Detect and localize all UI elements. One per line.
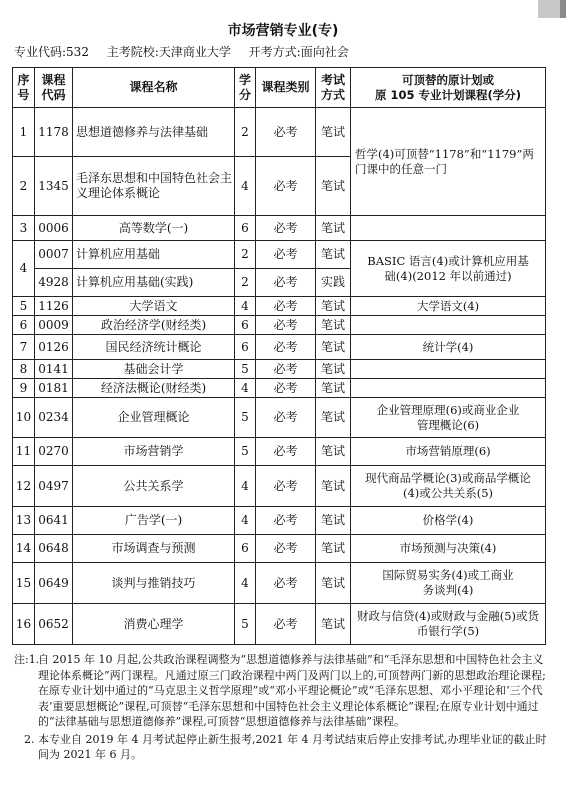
row-code: 4928 bbox=[35, 269, 73, 297]
row-name: 计算机应用基础 bbox=[73, 241, 235, 269]
row-code: 0009 bbox=[35, 316, 73, 335]
row-code: 0649 bbox=[35, 563, 73, 604]
row-code: 0234 bbox=[35, 398, 73, 438]
row-name: 市场营销学 bbox=[73, 438, 235, 466]
row-type: 必考 bbox=[256, 466, 316, 507]
page-title: 市场营销专业(专) bbox=[227, 23, 339, 39]
row-type: 必考 bbox=[256, 507, 316, 535]
course-table bbox=[12, 67, 546, 645]
table-row bbox=[13, 241, 546, 269]
program-code: 专业代码:532 bbox=[14, 45, 89, 59]
row-seq: 12 bbox=[13, 466, 35, 507]
row-exam: 笔试 bbox=[316, 297, 351, 316]
row-type: 必考 bbox=[256, 269, 316, 297]
row-name: 谈判与推销技巧 bbox=[73, 563, 235, 604]
header-code: 课程代码 bbox=[35, 68, 73, 108]
table-row bbox=[13, 438, 546, 466]
row-alt bbox=[351, 379, 546, 398]
row-name: 高等数学(一) bbox=[73, 216, 235, 241]
row-alt: 市场营销原理(6) bbox=[351, 438, 546, 466]
row-exam: 笔试 bbox=[316, 108, 351, 157]
row-credit: 2 bbox=[235, 269, 256, 297]
row-type: 必考 bbox=[256, 241, 316, 269]
row-alt: 现代商品学概论(3)或商品学概论(4)或公共关系(5) bbox=[351, 466, 546, 507]
table-row bbox=[13, 563, 546, 604]
row-type: 必考 bbox=[256, 316, 316, 335]
footnote-prefix: 注: bbox=[14, 653, 29, 666]
table-row bbox=[13, 466, 546, 507]
row-type: 必考 bbox=[256, 604, 316, 645]
footnotes bbox=[14, 652, 550, 763]
row-code: 0270 bbox=[35, 438, 73, 466]
footnote-1-number bbox=[14, 652, 39, 668]
row-seq: 9 bbox=[13, 379, 35, 398]
row-credit: 4 bbox=[235, 379, 256, 398]
row-type: 必考 bbox=[256, 398, 316, 438]
row-exam: 笔试 bbox=[316, 360, 351, 379]
row-code: 0007 bbox=[35, 241, 73, 269]
row-name: 基础会计学 bbox=[73, 360, 235, 379]
row-exam: 笔试 bbox=[316, 398, 351, 438]
header-type: 课程类别 bbox=[256, 68, 316, 108]
row-alt: 统计学(4) bbox=[351, 335, 546, 360]
row-alt: 市场预测与决策(4) bbox=[351, 535, 546, 563]
row-code: 0126 bbox=[35, 335, 73, 360]
row-seq: 16 bbox=[13, 604, 35, 645]
row-name: 广告学(一) bbox=[73, 507, 235, 535]
row-code: 0497 bbox=[35, 466, 73, 507]
exam-mode: 开考方式:面向社会 bbox=[248, 45, 349, 59]
table-row bbox=[13, 507, 546, 535]
row-code: 0181 bbox=[35, 379, 73, 398]
header-name: 课程名称 bbox=[73, 68, 235, 108]
row-code: 0652 bbox=[35, 604, 73, 645]
header-alt bbox=[351, 68, 546, 108]
row-type: 必考 bbox=[256, 438, 316, 466]
row-code: 0648 bbox=[35, 535, 73, 563]
row-credit: 4 bbox=[235, 507, 256, 535]
table-row bbox=[13, 216, 546, 241]
table-header-row bbox=[13, 68, 546, 108]
row-type: 必考 bbox=[256, 335, 316, 360]
footnote-1-text: 自 2015 年 10 月起,公共政治课程调整为“思想道德修养与法律基础”和“毛泽东思想和中国特色社会主义理论体系概论”两门课程。凡通过原三门政治课程中两门及两门以上的,可顶替两门新的思想政治理论课程;在原专业计划中通过的“马克思主义哲学原理”或“邓小平理论概论”或“毛泽东思想、邓小平理论和‘三个代表’重要思想概论”课程,可顶替“毛泽东思想和中国特色社会主义理论体系概论”课程;在原专业计划中通过的“法律基础与思想道德修养”课程,可顶替“思想道德修养与法律基础”课程。 bbox=[38, 653, 546, 728]
header-alt-line2: 原 105 专业计划课程(学分) bbox=[374, 87, 522, 102]
row-type: 必考 bbox=[256, 379, 316, 398]
table-row bbox=[13, 360, 546, 379]
program-meta bbox=[14, 43, 554, 60]
row-seq: 1 bbox=[13, 108, 35, 157]
row-credit: 2 bbox=[235, 241, 256, 269]
row-type: 必考 bbox=[256, 563, 316, 604]
row-seq: 13 bbox=[13, 507, 35, 535]
table-row bbox=[13, 316, 546, 335]
row-exam: 实践 bbox=[316, 269, 351, 297]
row-seq: 11 bbox=[13, 438, 35, 466]
row-credit: 5 bbox=[235, 398, 256, 438]
row-seq: 2 bbox=[13, 157, 35, 216]
table-row bbox=[13, 297, 546, 316]
header-alt-line1: 可顶替的原计划或 bbox=[402, 72, 494, 87]
row-code: 1126 bbox=[35, 297, 73, 316]
row-credit: 6 bbox=[235, 335, 256, 360]
header-credit: 学分 bbox=[235, 68, 256, 108]
table-row bbox=[13, 379, 546, 398]
row-credit: 6 bbox=[235, 535, 256, 563]
row-name: 思想道德修养与法律基础 bbox=[73, 108, 235, 157]
row-name: 国民经济统计概论 bbox=[73, 335, 235, 360]
row-code: 1178 bbox=[35, 108, 73, 157]
row-seq: 15 bbox=[13, 563, 35, 604]
table-row bbox=[13, 398, 546, 438]
table-row bbox=[13, 335, 546, 360]
row-alt: 价格学(4) bbox=[351, 507, 546, 535]
row-name: 大学语文 bbox=[73, 297, 235, 316]
table-row bbox=[13, 535, 546, 563]
row-credit: 5 bbox=[235, 604, 256, 645]
row-credit: 6 bbox=[235, 216, 256, 241]
row-code: 0141 bbox=[35, 360, 73, 379]
row-code: 0641 bbox=[35, 507, 73, 535]
row-type: 必考 bbox=[256, 108, 316, 157]
row-exam: 笔试 bbox=[316, 535, 351, 563]
row-credit: 2 bbox=[235, 108, 256, 157]
row-seq: 6 bbox=[13, 316, 35, 335]
row-exam: 笔试 bbox=[316, 438, 351, 466]
row-exam: 笔试 bbox=[316, 216, 351, 241]
footnote-2 bbox=[14, 732, 550, 763]
row-name: 消费心理学 bbox=[73, 604, 235, 645]
row-name: 企业管理概论 bbox=[73, 398, 235, 438]
row-code: 0006 bbox=[35, 216, 73, 241]
row-exam: 笔试 bbox=[316, 241, 351, 269]
row-seq: 4 bbox=[13, 241, 35, 297]
row-name: 毛泽东思想和中国特色社会主义理论体系概论 bbox=[73, 157, 235, 216]
footnote-2-index: 2. bbox=[24, 732, 35, 746]
row-seq: 7 bbox=[13, 335, 35, 360]
row-alt: 哲学(4)可顶替“1178”和“1179”两门课中的任意一门 bbox=[351, 108, 546, 216]
row-credit: 5 bbox=[235, 360, 256, 379]
row-type: 必考 bbox=[256, 297, 316, 316]
row-credit: 4 bbox=[235, 297, 256, 316]
row-credit: 4 bbox=[235, 466, 256, 507]
row-exam: 笔试 bbox=[316, 507, 351, 535]
footnote-1-index: 1. bbox=[28, 653, 40, 666]
row-exam: 笔试 bbox=[316, 379, 351, 398]
page-corner-marker bbox=[538, 0, 566, 18]
row-alt: BASIC 语言(4)或计算机应用基础(4)(2012 年以前通过) bbox=[351, 241, 546, 297]
table-row bbox=[13, 604, 546, 645]
row-alt: 企业管理原理(6)或商业企业管理概论(6) bbox=[351, 398, 546, 438]
row-credit: 4 bbox=[235, 563, 256, 604]
row-name: 经济法概论(财经类) bbox=[73, 379, 235, 398]
row-code: 1345 bbox=[35, 157, 73, 216]
footnote-1 bbox=[14, 652, 550, 730]
row-name: 政治经济学(财经类) bbox=[73, 316, 235, 335]
row-alt bbox=[351, 360, 546, 379]
row-alt: 国际贸易实务(4)或工商业务谈判(4) bbox=[351, 563, 546, 604]
row-credit: 4 bbox=[235, 157, 256, 216]
row-seq: 5 bbox=[13, 297, 35, 316]
footnote-2-text: 本专业自 2019 年 4 月考试起停止新生报考,2021 年 4 月考试结束后停止安排考试,办理毕业证的截止时间为 2021 年 6 月。 bbox=[38, 732, 547, 761]
header-seq: 序号 bbox=[13, 68, 35, 108]
row-alt: 大学语文(4) bbox=[351, 297, 546, 316]
row-name: 计算机应用基础(实践) bbox=[73, 269, 235, 297]
header-exam: 考试方式 bbox=[316, 68, 351, 108]
row-name: 公共关系学 bbox=[73, 466, 235, 507]
row-seq: 10 bbox=[13, 398, 35, 438]
table-row bbox=[13, 108, 546, 157]
row-exam: 笔试 bbox=[316, 157, 351, 216]
exam-school: 主考院校:天津商业大学 bbox=[106, 45, 231, 59]
row-alt: 财政与信贷(4)或财政与金融(5)或货币银行学(5) bbox=[351, 604, 546, 645]
row-seq: 14 bbox=[13, 535, 35, 563]
row-alt bbox=[351, 316, 546, 335]
row-type: 必考 bbox=[256, 360, 316, 379]
row-seq: 8 bbox=[13, 360, 35, 379]
row-alt bbox=[351, 216, 546, 241]
row-exam: 笔试 bbox=[316, 563, 351, 604]
row-credit: 5 bbox=[235, 438, 256, 466]
row-exam: 笔试 bbox=[316, 316, 351, 335]
row-exam: 笔试 bbox=[316, 604, 351, 645]
row-type: 必考 bbox=[256, 535, 316, 563]
row-exam: 笔试 bbox=[316, 466, 351, 507]
row-seq: 3 bbox=[13, 216, 35, 241]
row-credit: 6 bbox=[235, 316, 256, 335]
row-type: 必考 bbox=[256, 216, 316, 241]
row-type: 必考 bbox=[256, 157, 316, 216]
row-name: 市场调查与预测 bbox=[73, 535, 235, 563]
row-exam: 笔试 bbox=[316, 335, 351, 360]
